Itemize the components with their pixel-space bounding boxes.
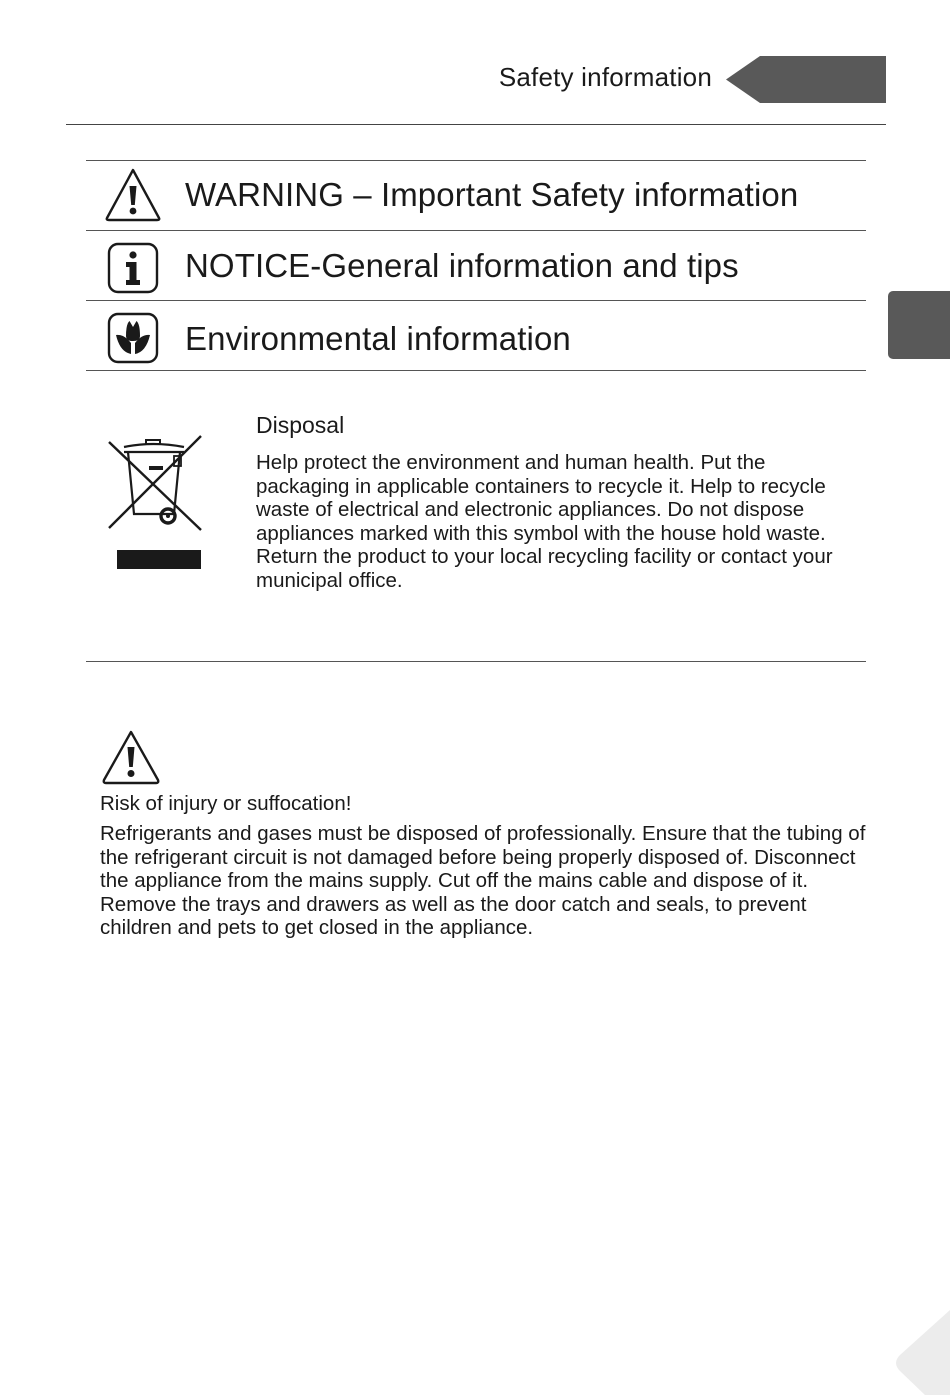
disposal-heading: Disposal <box>256 412 345 438</box>
legend-notice-label: NOTICE-General information and tips <box>185 247 739 284</box>
warning-triangle-icon <box>104 166 162 224</box>
legend-divider-2 <box>86 300 866 301</box>
warning-triangle-icon <box>100 728 162 786</box>
disposal-paragraph: Help protect the environment and human health. Put the packaging in applicable containers to recycle it. Help to recycle waste of electrical and electronic appliances. Do not dispose appliances marked with this symbol with the house hold waste. Return the product to your local recycling facility or contact your municipal office. <box>256 451 833 592</box>
environment-icon <box>104 310 162 368</box>
header-divider <box>66 124 886 125</box>
risk-heading: Risk of injury or suffocation! <box>100 792 352 815</box>
legend-divider-top <box>86 160 866 161</box>
legend-divider-bottom <box>86 370 866 371</box>
legend-divider-1 <box>86 230 866 231</box>
page-corner-decoration <box>880 1305 950 1395</box>
page-header-title: Safety information <box>498 62 712 92</box>
chapter-side-tab <box>888 291 950 359</box>
crossed-out-wheelie-bin-icon <box>104 432 206 574</box>
header-tab-marker <box>726 56 886 103</box>
risk-paragraph: Refrigerants and gases must be disposed of professionally. Ensure that the tubing of the refrigerant circuit is not damaged before being properly disposed of. Disconnect the appliance from the mains supply. Cut off the mains cable and dispose of it. Remove the trays and drawers as well as the door catch and seals, to prevent children and pets to get closed in the appliance. <box>100 822 866 939</box>
section-divider <box>86 661 866 662</box>
legend-warning-label: WARNING – Important Safety information <box>185 176 799 213</box>
legend-environment-label: Environmental information <box>185 320 571 357</box>
info-icon <box>104 240 162 298</box>
